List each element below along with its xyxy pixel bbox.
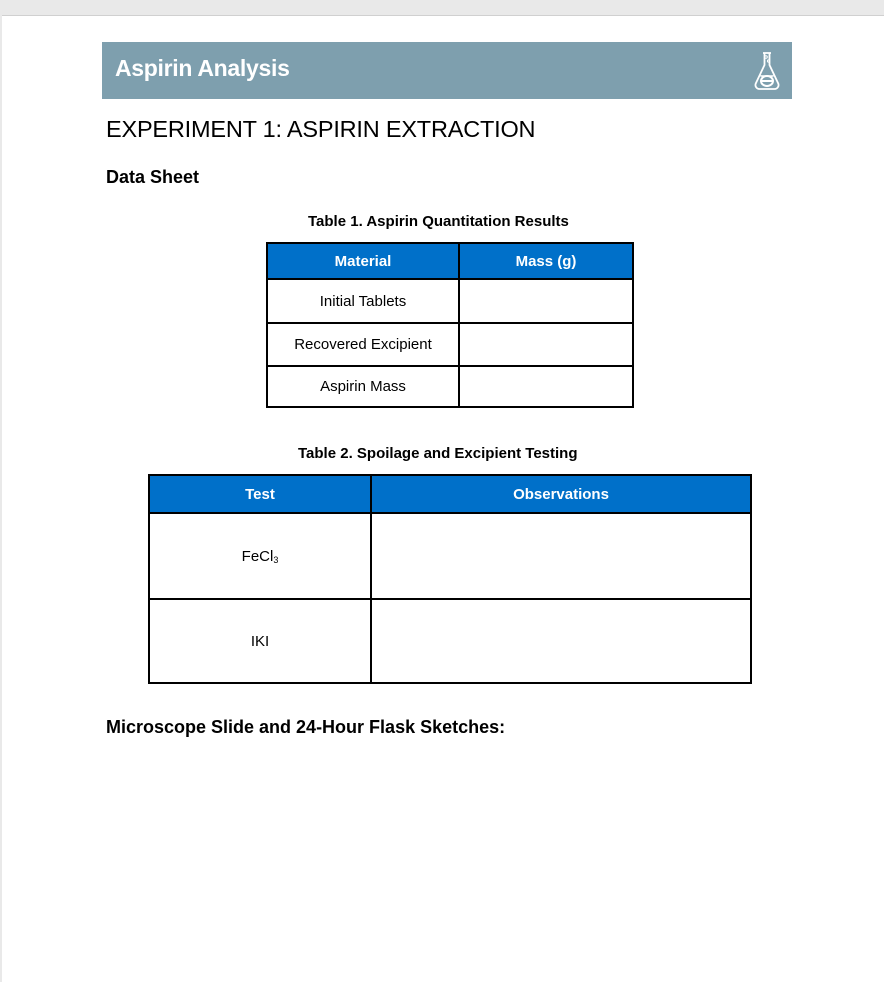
test-cell-base: FeCl — [241, 547, 274, 565]
test-cell — [149, 513, 371, 599]
header-banner — [102, 42, 792, 99]
mass-cell[interactable] — [459, 279, 633, 323]
table-row — [149, 599, 751, 683]
table-row — [267, 323, 633, 366]
material-cell: Aspirin Mass — [267, 366, 459, 407]
table2-caption: Table 2. Spoilage and Excipient Testing — [298, 445, 578, 462]
material-cell: Recovered Excipient — [267, 323, 459, 366]
table-row — [267, 279, 633, 323]
observations-header: Observations — [371, 475, 751, 513]
observations-cell[interactable] — [371, 599, 751, 683]
table-row — [149, 513, 751, 599]
test-header: Test — [149, 475, 371, 513]
observations-cell[interactable] — [371, 513, 751, 599]
flask-icon — [752, 49, 782, 93]
mass-cell[interactable] — [459, 366, 633, 407]
sketch-section-title: Microscope Slide and 24-Hour Flask Sketches: — [106, 717, 506, 737]
table-row — [267, 366, 633, 407]
banner-title: Aspirin Analysis — [115, 55, 290, 81]
table1-caption: Table 1. Aspirin Quantitation Results — [308, 213, 569, 230]
material-cell: Initial Tablets — [267, 279, 459, 323]
experiment-title: EXPERIMENT 1: ASPIRIN EXTRACTION — [106, 116, 536, 142]
section-title: Data Sheet — [106, 167, 200, 187]
test-cell-subscript: 3 — [273, 554, 279, 565]
document-page — [2, 15, 884, 982]
spoilage-testing-table — [148, 474, 752, 684]
aspirin-quantitation-table — [266, 242, 634, 408]
test-cell: IKI — [149, 599, 371, 683]
mass-cell[interactable] — [459, 323, 633, 366]
material-header: Material — [267, 243, 459, 279]
mass-header: Mass (g) — [459, 243, 633, 279]
